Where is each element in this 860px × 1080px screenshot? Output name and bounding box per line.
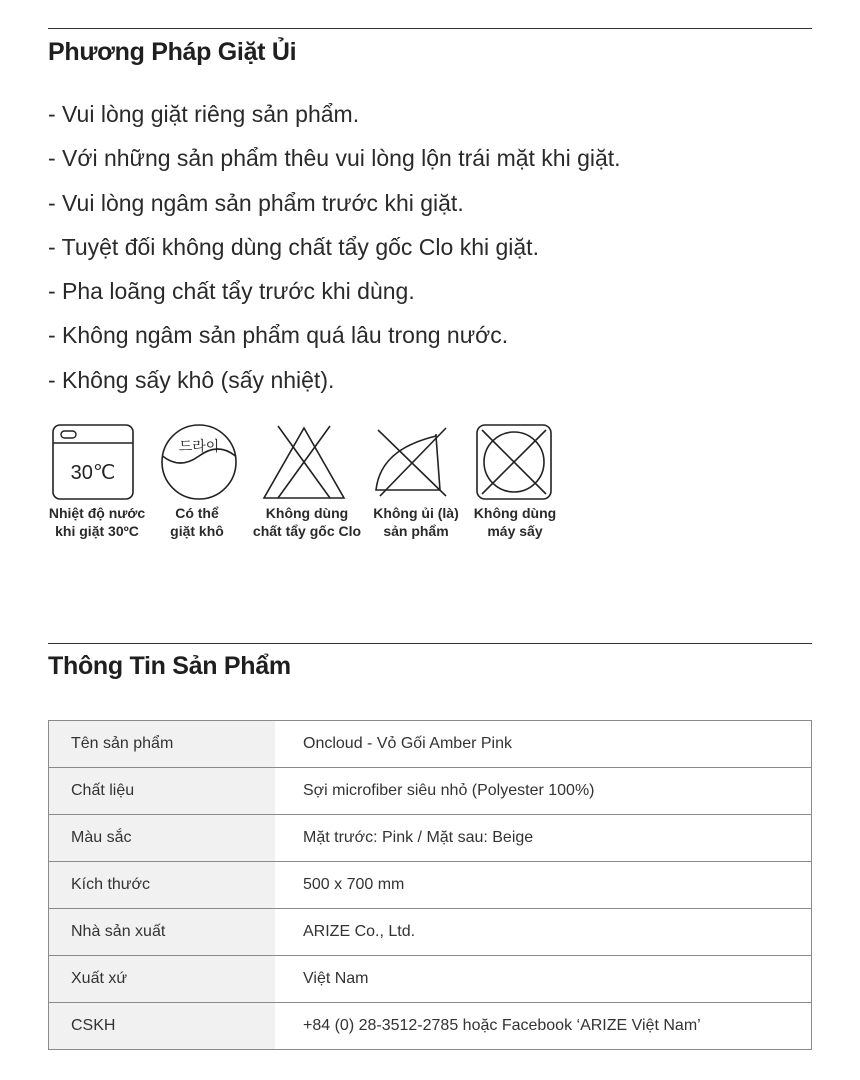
wash-section-title: Phương Pháp Giặt Ủi [48,38,297,66]
no-tumble-dry-icon [476,424,552,500]
caption-line: máy sấy [487,523,543,539]
caption-line: Có thể [175,505,219,521]
caption-line: giặt khô [170,523,224,539]
table-row [49,862,812,909]
row-label: CSKH [49,1003,276,1050]
table-row [49,1003,812,1050]
wash-instruction-item: - Pha loãng chất tẩy trước khi dùng. [48,278,415,305]
wash-instruction-item: - Vui lòng ngâm sản phẩm trước khi giặt. [48,189,464,216]
top-divider [48,28,812,29]
no-iron-icon [372,424,452,500]
care-caption-wash-temp [42,504,152,540]
product-divider [48,643,812,644]
row-value: Oncloud - Vỏ Gối Amber Pink [275,721,812,768]
wash-temperature-label: 30℃ [70,462,116,484]
table-row [49,721,812,768]
table-row [49,909,812,956]
no-chlorine-bleach-icon [260,424,348,500]
dry-clean-label: 드라이 [178,439,220,455]
row-label: Chất liệu [49,768,276,815]
row-value: 500 x 700 mm [275,862,812,909]
table-row [49,956,812,1003]
dry-clean-icon [158,424,240,500]
row-label: Nhà sản xuất [49,909,276,956]
wash-instruction-item: - Không ngâm sản phẩm quá lâu trong nước. [48,322,509,349]
care-caption-no-iron [366,504,466,540]
wash-instruction-item: - Tuyệt đối không dùng chất tẩy gốc Clo khi giặt. [48,233,539,260]
row-label: Kích thước [49,862,276,909]
caption-line: sản phẩm [383,523,449,539]
row-label: Tên sản phẩm [49,721,276,768]
row-value: Việt Nam [275,956,812,1003]
wash-instruction-item: - Không sấy khô (sấy nhiệt). [48,366,335,393]
care-caption-dry-clean [152,504,242,540]
row-value: ARIZE Co., Ltd. [275,909,812,956]
wash-instructions-list [48,92,621,402]
table-row [49,768,812,815]
row-label: Màu sắc [49,815,276,862]
caption-line: Nhiệt độ nước [48,505,146,521]
row-label: Xuất xứ [49,956,276,1003]
row-value: +84 (0) 28-3512-2785 hoặc Facebook ‘ARIZE Việt Nam’ [303,1017,701,1034]
caption-line: Không ủi (là) [373,505,459,521]
caption-line: khi giặt 30ºC [55,523,139,539]
wash-instruction-item: - Vui lòng giặt riêng sản phẩm. [48,101,360,127]
table-row [49,815,812,862]
care-caption-no-bleach [246,504,368,540]
caption-line: chất tẩy gốc Clo [252,523,362,539]
caption-line: Không dùng [473,505,557,521]
caption-line: Không dùng [265,505,349,521]
wash-30c-icon [52,424,134,500]
row-value: Sợi microfiber siêu nhỏ (Polyester 100%) [275,768,812,815]
wash-instruction-item: - Với những sản phẩm thêu vui lòng lộn trái mặt khi giặt. [48,145,621,172]
product-info-table [48,720,812,1050]
care-caption-no-dryer [466,504,564,540]
row-value: Mặt trước: Pink / Mặt sau: Beige [275,815,812,862]
product-section-title: Thông Tin Sản Phẩm [48,652,291,680]
